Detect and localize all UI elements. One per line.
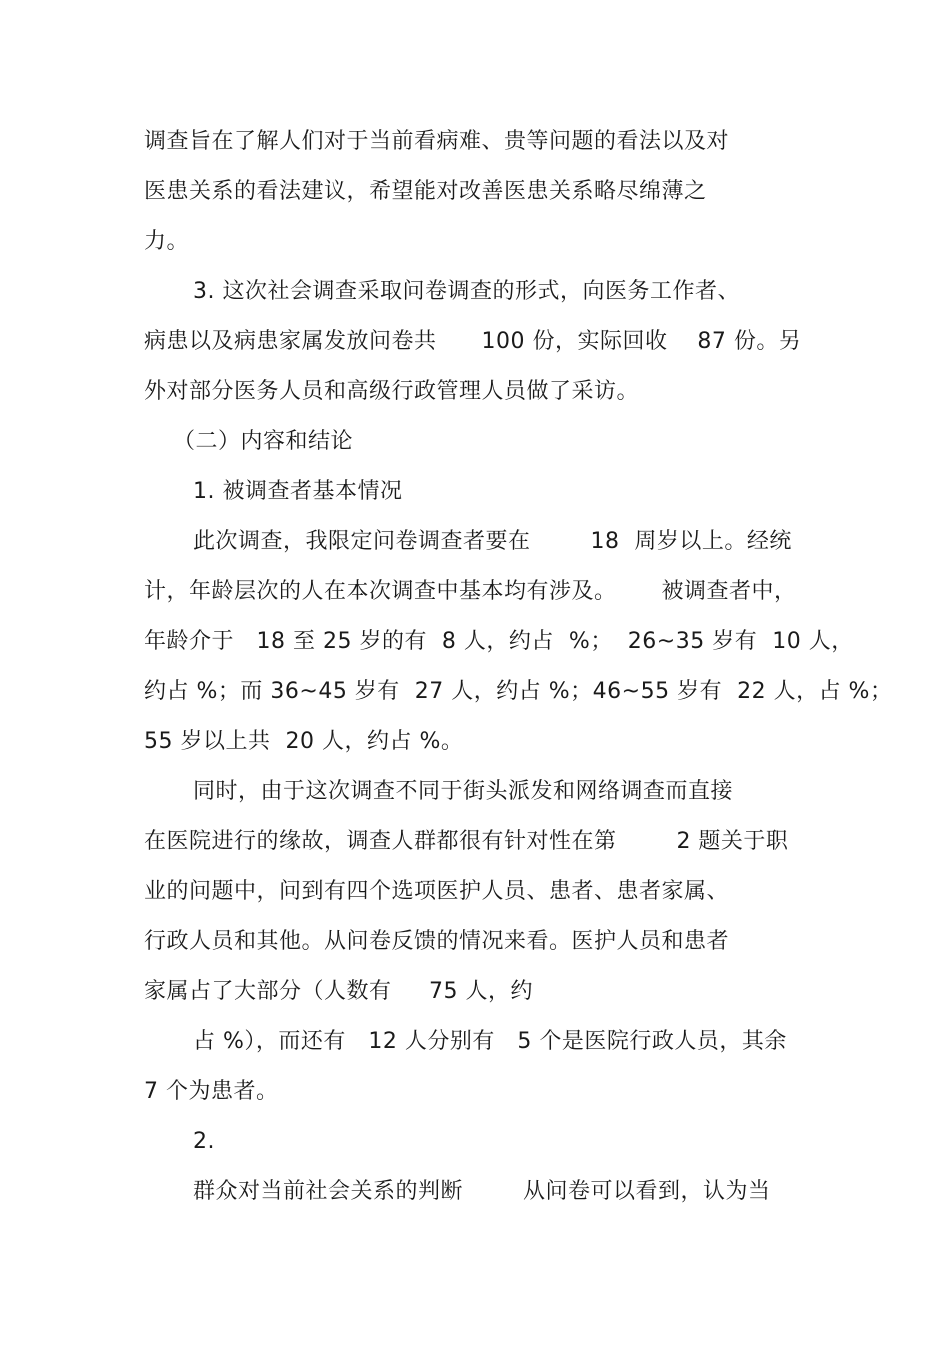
paragraph-line: 外对部分医务人员和高级行政管理人员做了采访。 xyxy=(144,379,640,404)
paragraph-line: 在医院进行的缘故，调查人群都很有针对性在第 2 题关于职 xyxy=(144,829,789,854)
section-heading: （二）内容和结论 xyxy=(173,429,354,454)
paragraph-line: 医患关系的看法建议，希望能对改善医患关系略尽绵薄之 xyxy=(144,179,707,204)
subsection-heading: 1. 被调查者基本情况 xyxy=(193,479,403,504)
paragraph-line: 55 岁以上共 20 人，约占 %。 xyxy=(144,729,464,754)
paragraph-line: 调查旨在了解人们对于当前看病难、贵等问题的看法以及对 xyxy=(144,129,730,154)
paragraph-line: 占 %），而还有 12 人分别有 5 个是医院行政人员，其余 xyxy=(193,1029,787,1054)
paragraph-line: 病患以及病患家属发放问卷共 100 份，实际回收 87 份。另 xyxy=(144,329,802,354)
paragraph-line: 业的问题中，问到有四个选项医护人员、患者、患者家属、 xyxy=(144,879,730,904)
paragraph-line: 同时，由于这次调查不同于街头派发和网络调查而直接 xyxy=(193,779,734,804)
paragraph-line: 家属占了大部分（人数有 75 人，约 xyxy=(144,979,533,1004)
paragraph-line: 7 个为患者。 xyxy=(144,1079,279,1104)
paragraph-line: 群众对当前社会关系的判断 从问卷可以看到，认为当 xyxy=(193,1179,771,1204)
paragraph-line: 年龄介于 18 至 25 岁的有 8 人，约占 %； 26~35 岁有 10 人， xyxy=(144,629,854,654)
paragraph-line: 约占 %；而 36~45 岁有 27 人，约占 %；46~55 岁有 22 人，占 %； xyxy=(144,679,893,704)
paragraph-line: 计，年龄层次的人在本次调查中基本均有涉及。 被调查者中， xyxy=(144,579,797,604)
paragraph-line: 行政人员和其他。从问卷反馈的情况来看。医护人员和患者 xyxy=(144,929,730,954)
paragraph-line: 力。 xyxy=(144,229,190,254)
list-number: 2. xyxy=(193,1129,215,1154)
paragraph-line: 3. 这次社会调查采取问卷调查的形式，向医务工作者、 xyxy=(193,279,740,304)
paragraph-line: 此次调查，我限定问卷调查者要在 18 周岁以上。经统 xyxy=(193,529,792,554)
